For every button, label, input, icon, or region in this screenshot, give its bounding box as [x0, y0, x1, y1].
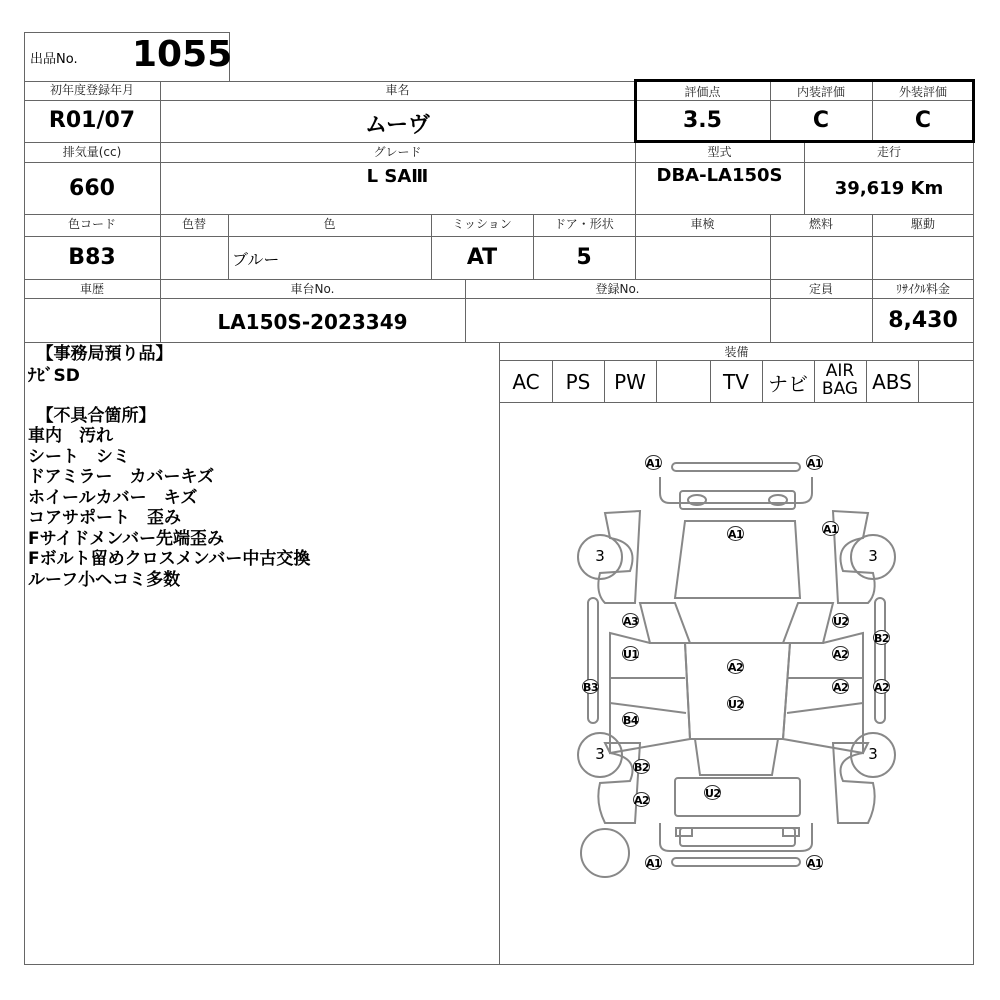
recycle-label: ﾘｻｲｸﾙ料金	[895, 282, 950, 296]
defect-item: ホイールカバー キズ	[28, 487, 198, 508]
chassis-value: LA150S-2023349	[217, 310, 408, 334]
equipment-label: 装備	[724, 345, 749, 359]
type-value: DBA-LA150S	[656, 165, 783, 186]
year-value: R01/07	[48, 108, 136, 133]
tyre-rear-right: 3	[868, 745, 878, 763]
displacement-label: 排気量(cc)	[62, 145, 122, 159]
mission-value: AT	[466, 245, 498, 270]
equip-navi: ナビ	[768, 372, 808, 396]
damage-mark: A1	[807, 457, 823, 470]
mileage-value: 39,619 Km	[834, 178, 944, 199]
grade-label: グレード	[373, 145, 422, 159]
score-label: 評価点	[684, 85, 721, 99]
damage-mark: A1	[807, 857, 823, 870]
tyre-front-right: 3	[868, 547, 878, 565]
color-value: ブルー	[232, 250, 280, 269]
defect-list	[28, 426, 310, 590]
interior-label: 内装評価	[796, 85, 845, 99]
score-value: 3.5	[683, 108, 722, 133]
doors-value: 5	[576, 245, 592, 270]
year-label: 初年度登録年月	[49, 83, 134, 97]
damage-mark: A1	[646, 857, 662, 870]
defect-item: Fボルト留めクロスメンバー中古交換	[28, 549, 311, 569]
defect-item: 車内 汚れ	[28, 426, 113, 446]
mission-label: ミッション	[452, 217, 512, 231]
damage-mark: A2	[728, 661, 744, 674]
damage-mark: U2	[728, 698, 744, 711]
model-label: 車名	[385, 83, 410, 97]
damage-mark: A1	[646, 457, 662, 470]
recycle-value: 8,430	[888, 308, 958, 333]
registration-label: 登録No.	[595, 282, 640, 296]
damage-mark: A2	[634, 794, 650, 807]
equip-tv: TV	[723, 370, 749, 394]
damage-mark: A2	[833, 681, 849, 694]
equip-pw: PW	[614, 370, 646, 394]
damage-mark: A1	[823, 523, 839, 536]
defect-item: シート シミ	[28, 446, 130, 467]
damage-mark: A2	[833, 648, 849, 661]
grade-value: L SAⅢ	[366, 166, 429, 187]
damage-mark: B2	[634, 761, 650, 774]
color-code-value: B83	[68, 245, 116, 270]
defects-title: 【不具合箇所】	[28, 406, 156, 426]
color-label: 色	[323, 217, 336, 231]
interior-value: C	[812, 108, 830, 133]
damage-mark: U2	[833, 615, 849, 628]
damage-mark: U2	[705, 787, 721, 800]
drive-label: 駆動	[910, 217, 935, 231]
displacement-value: 660	[69, 176, 115, 201]
tyre-front-left: 3	[595, 547, 605, 565]
damage-mark: A1	[728, 528, 744, 541]
damage-mark: U1	[623, 648, 639, 661]
fuel-label: 燃料	[808, 217, 833, 231]
defect-item: コアサポート 歪み	[28, 508, 181, 528]
lot-number: 1055	[132, 34, 233, 75]
doors-label: ドア・形状	[554, 217, 614, 231]
exterior-value: C	[914, 108, 932, 133]
equip-ac: AC	[512, 370, 540, 394]
damage-mark: B2	[874, 632, 890, 645]
capacity-label: 定員	[808, 282, 833, 296]
damage-mark: B4	[623, 714, 639, 727]
inspection-label: 車検	[690, 217, 715, 231]
tyre-rear-left: 3	[595, 745, 605, 763]
damage-mark: A3	[623, 615, 639, 628]
equip-ps: PS	[565, 370, 591, 394]
model-value: ムーヴ	[365, 113, 430, 138]
type-label: 型式	[707, 145, 732, 159]
mileage-label: 走行	[876, 145, 901, 159]
defect-item: ドアミラー カバーキズ	[28, 467, 215, 487]
equip-abs: ABS	[872, 370, 912, 394]
damage-mark: B3	[583, 681, 599, 694]
damage-mark: A2	[874, 681, 890, 694]
defect-item: ルーフ小ヘコミ多数	[28, 569, 181, 590]
equip-airbag: AIR BAG	[821, 361, 859, 399]
office-items: ﾅﾋﾞSD	[28, 366, 80, 386]
repaint-label: 色替	[181, 217, 206, 231]
color-code-label: 色コード	[67, 217, 116, 231]
office-items-title: 【事務局預り品】	[28, 344, 173, 364]
chassis-label: 車台No.	[290, 282, 335, 296]
car-condition-diagram	[500, 403, 973, 963]
lot-label: 出品No.	[30, 52, 78, 67]
exterior-label: 外装評価	[898, 85, 947, 99]
history-label: 車歴	[79, 282, 104, 296]
defect-item: Fサイドメンバー先端歪み	[28, 528, 225, 549]
